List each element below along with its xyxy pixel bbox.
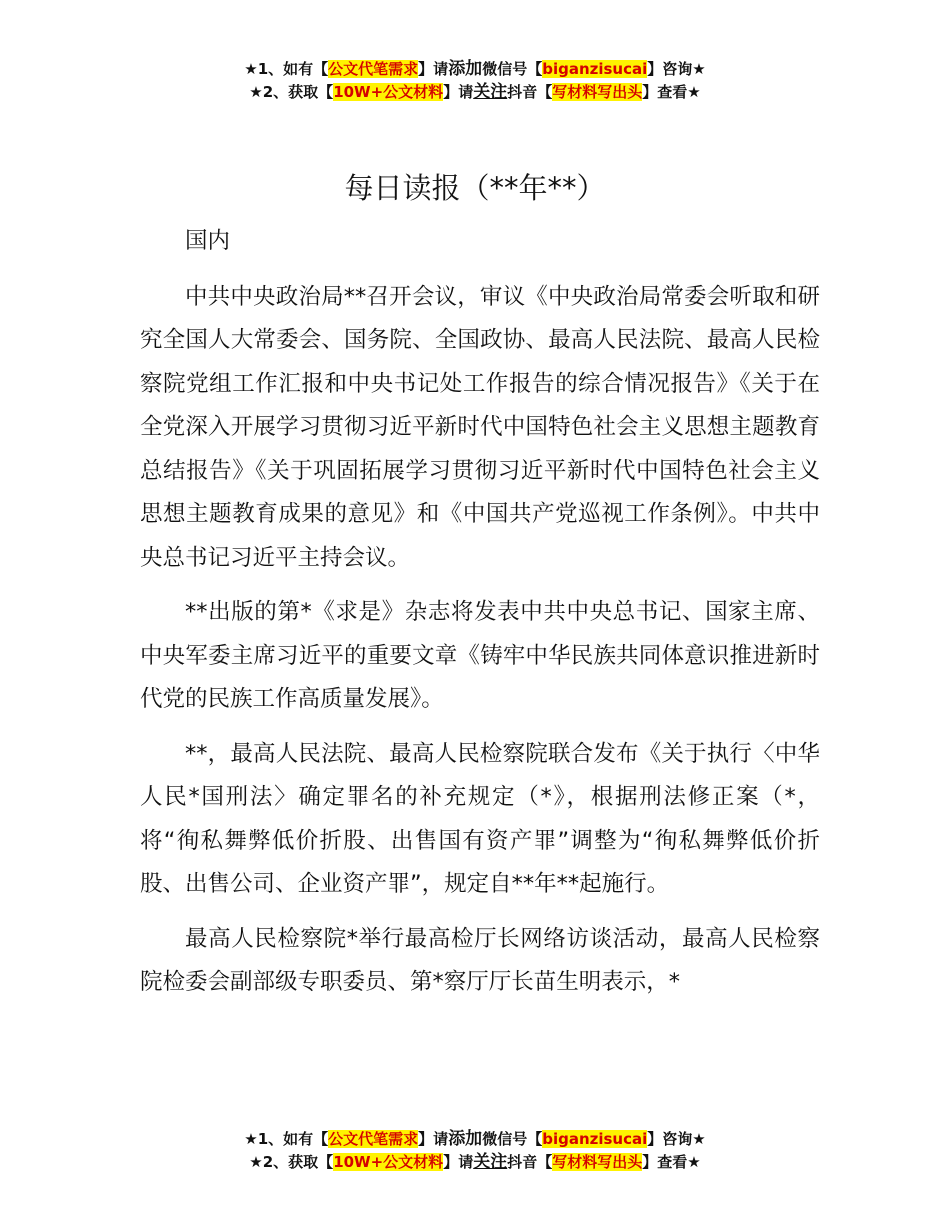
ad-highlight: 10W+公文材料 [333, 1153, 444, 1171]
ad-emphasis: 关注 [473, 82, 508, 102]
ad-line-2 [0, 81, 950, 104]
ad-text: 】咨询★ [647, 60, 706, 78]
ad-line-1 [0, 1128, 950, 1151]
ad-text: 】请 [443, 83, 474, 101]
ad-text: 微信号【 [482, 1130, 543, 1148]
ad-highlight: 公文代笔需求 [328, 60, 419, 78]
ad-text: 】请 [418, 60, 449, 78]
ad-highlight: 10W+公文材料 [333, 83, 444, 101]
ad-text: ★2、获取【 [249, 83, 334, 101]
header-ad-banner [0, 58, 950, 104]
ad-emphasis: 关注 [473, 1152, 508, 1172]
section-heading: 国内 [185, 228, 231, 254]
ad-highlight: biganzisucai [542, 60, 648, 78]
ad-text: 抖音【 [507, 1153, 553, 1171]
ad-text: 】查看★ [642, 1153, 701, 1171]
paragraph: **出版的第*《求是》杂志将发表中共中央总书记、国家主席、中央军委主席习近平的重要文章《铸牢中华民族共同体意识推进新时代党的民族工作高质量发展》。 [140, 599, 820, 712]
paragraph: **，最高人民法院、最高人民检察院联合发布《关于执行〈中华人民*国刑法〉确定罪名的补充规定（*》，根据刑法修正案（*，将“徇私舞弊低价折股、出售国有资产罪”调整为“徇私舞弊低价折股、出售公司、企业资产罪”，规定自**年**起施行。 [140, 740, 820, 897]
ad-text: 微信号【 [482, 60, 543, 78]
ad-text: 】咨询★ [647, 1130, 706, 1148]
ad-highlight: 写材料写出头 [552, 83, 643, 101]
ad-text: 】查看★ [642, 83, 701, 101]
document-title: 每日读报（**年**） [344, 171, 606, 205]
ad-text: ★1、如有【 [244, 1130, 329, 1148]
ad-line-1 [0, 58, 950, 81]
ad-text: 】请 [443, 1153, 474, 1171]
ad-text: ★2、获取【 [249, 1153, 334, 1171]
ad-emphasis: 添加 [448, 59, 483, 79]
ad-highlight: 写材料写出头 [552, 1153, 643, 1171]
ad-highlight: biganzisucai [542, 1130, 648, 1148]
footer-ad-banner [0, 1128, 950, 1174]
ad-emphasis: 添加 [448, 1129, 483, 1149]
paragraph: 最高人民检察院*举行最高检厅长网络访谈活动，最高人民检察院检委会副部级专职委员、第*察厅厅长苗生明表示，* [140, 925, 820, 995]
document-body [140, 220, 820, 1016]
ad-text: 抖音【 [507, 83, 553, 101]
ad-text: ★1、如有【 [244, 60, 329, 78]
ad-line-2 [0, 1151, 950, 1174]
ad-highlight: 公文代笔需求 [328, 1130, 419, 1148]
paragraph: 中共中央政治局**召开会议，审议《中央政治局常委会听取和研究全国人大常委会、国务院、全国政协、最高人民法院、最高人民检察院党组工作汇报和中央书记处工作报告的综合情况报告》《关于在全党深入开展学习贯彻习近平新时代中国特色社会主义思想主题教育总结报告》《关于巩固拓展学习贯彻习近平新时代中国特色社会主义思想主题教育成果的意见》和《中国共产党巡视工作条例》。中共中央总书记习近平主持会议。 [140, 283, 820, 571]
ad-text: 】请 [418, 1130, 449, 1148]
